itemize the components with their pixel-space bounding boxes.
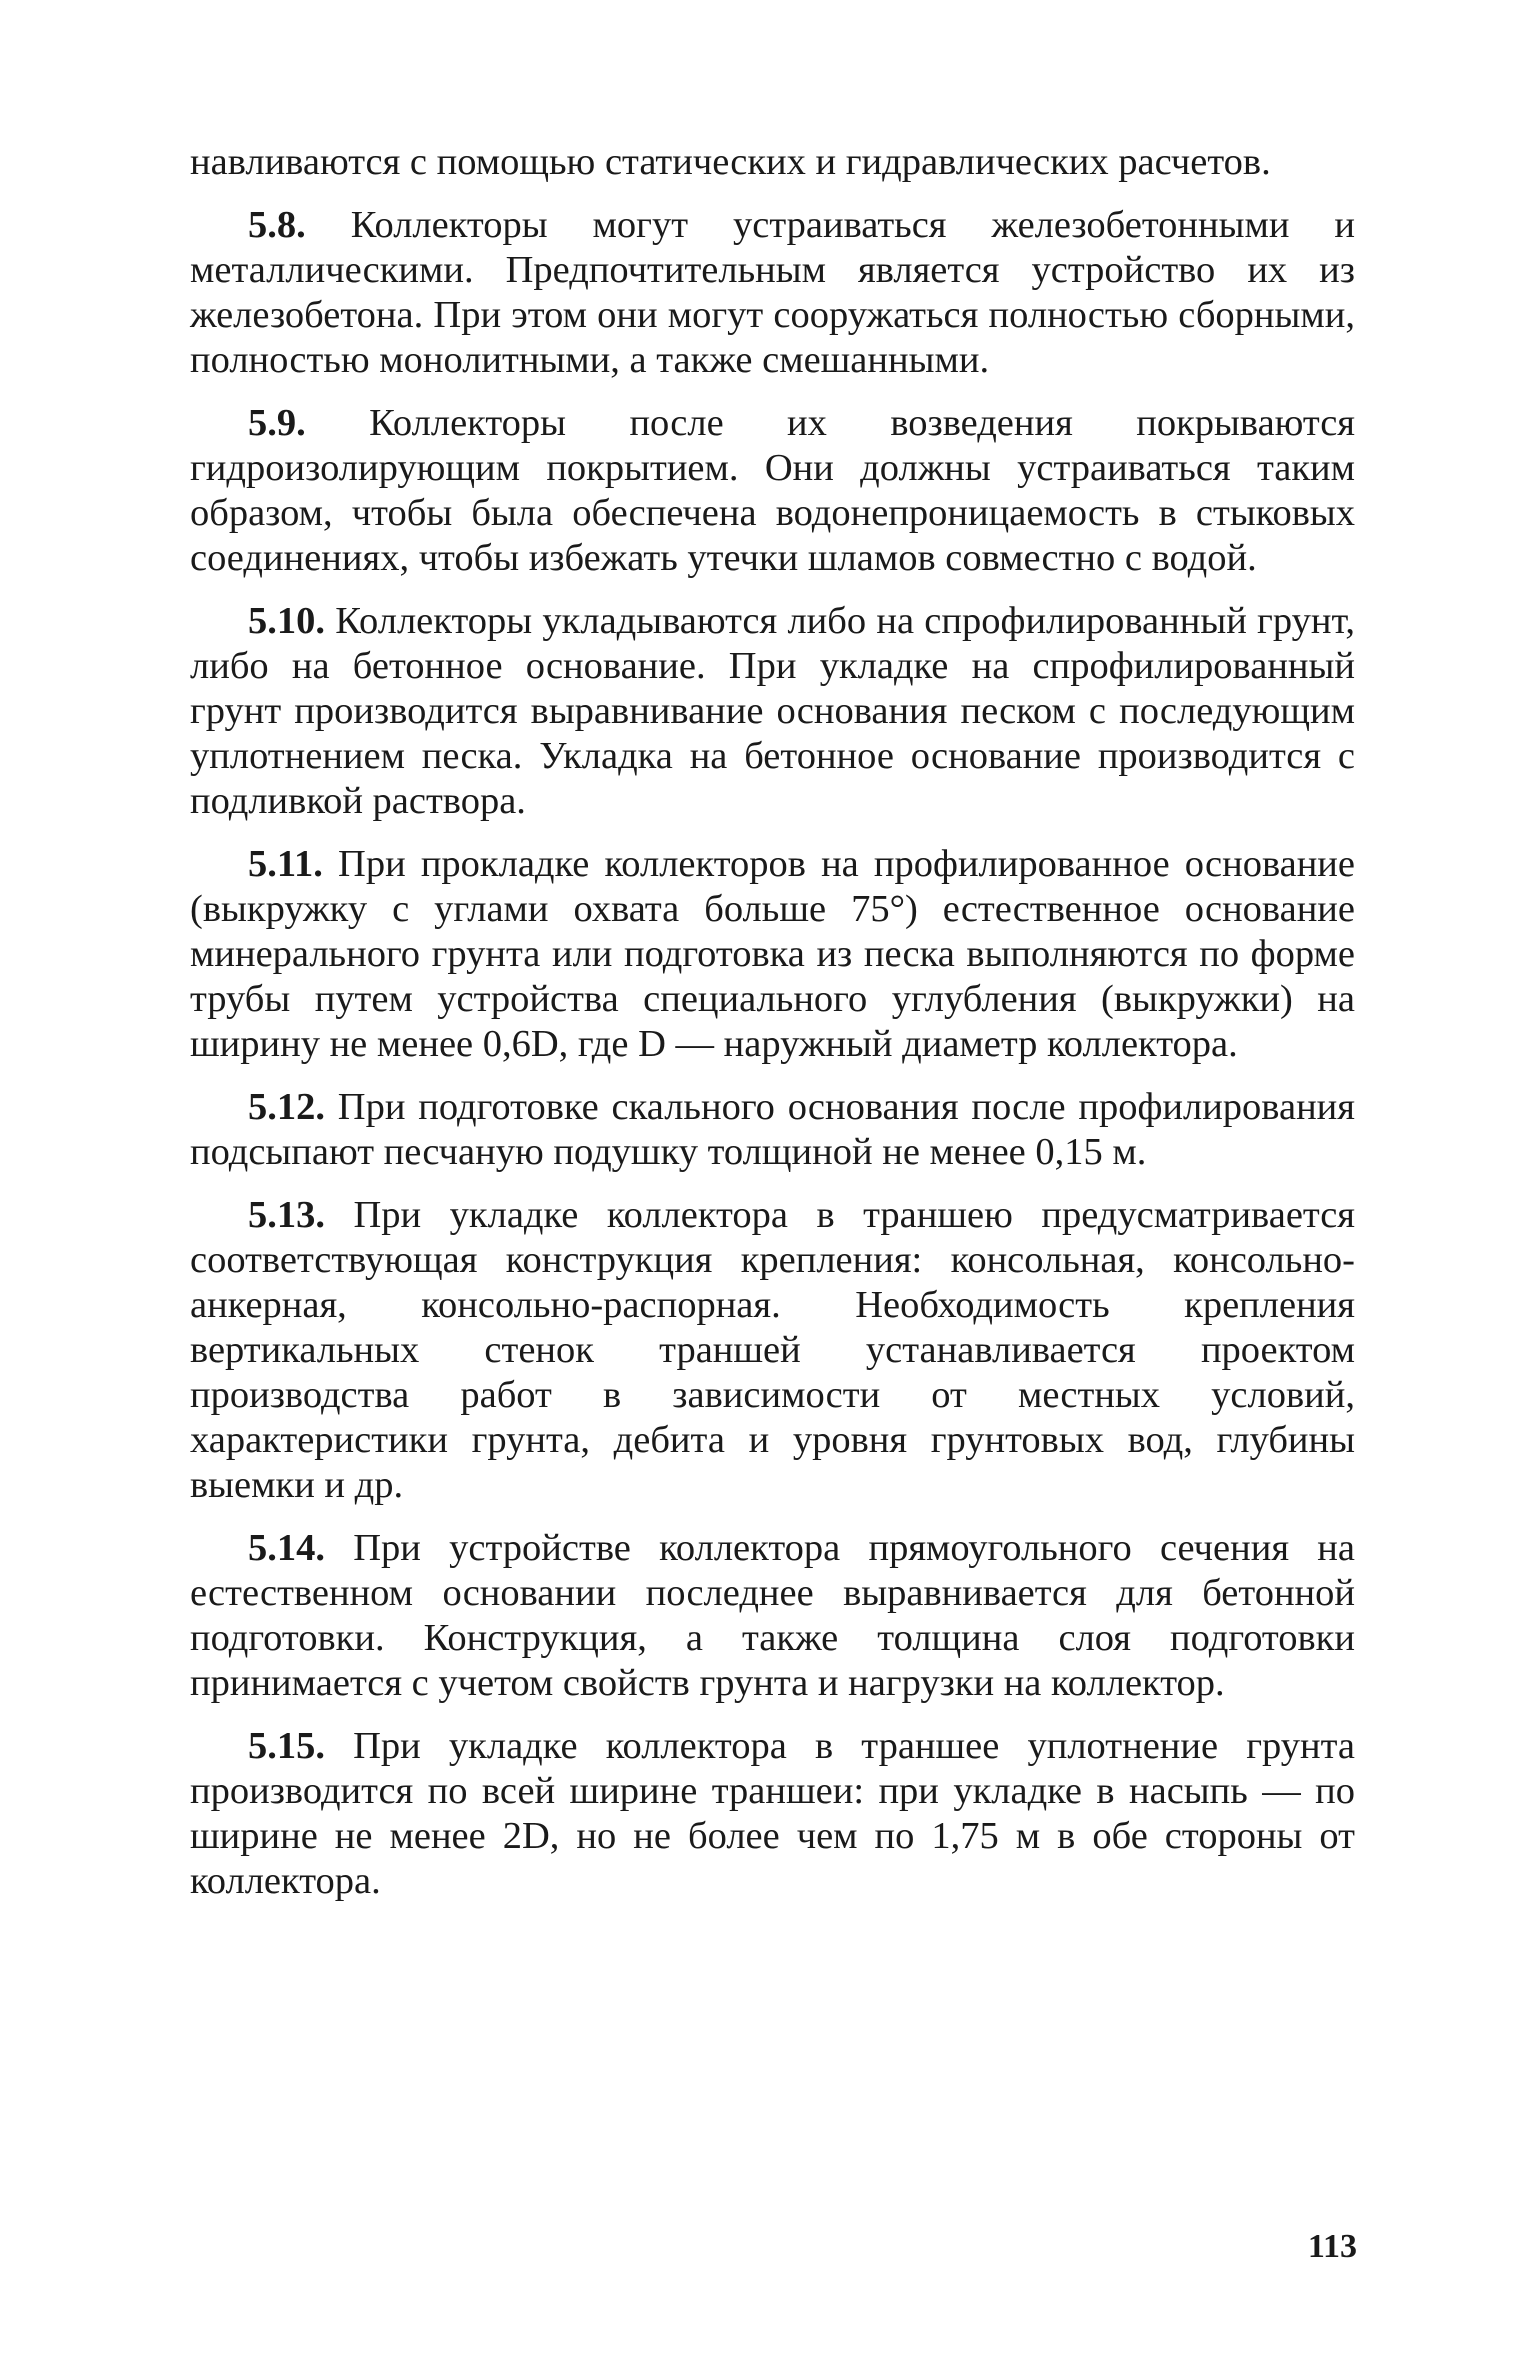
- paragraph-continuation: [190, 140, 1355, 185]
- paragraph-number: 5.14.: [248, 1527, 325, 1569]
- paragraph-5-12: [190, 1085, 1355, 1175]
- paragraph-text: При укладке коллектора в траншее уплотнение грунта производится по всей ширине траншеи: при укладке в насыпь — по ширине не менее 2D, но не более чем по 1,75 м в обе стороны от коллектора.: [190, 1725, 1355, 1902]
- paragraph-text: Коллекторы после их возведения покрываются гидроизолирующим покрытием. Они должны устраиваться таким образом, чтобы была обеспечена водонепроницаемость в стыковых соединениях, чтобы избежать утечки шламов совместно с водой.: [190, 402, 1355, 579]
- paragraph-5-8: [190, 203, 1355, 383]
- paragraph-text: При укладке коллектора в траншею предусматривается соответствующая конструкция крепления: консольная, консольно-анкерная, консольно-распорная. Необходимость крепления вертикальных стенок траншей устанавливается проектом производства работ в зависимости от местных условий, характеристики грунта, дебита и уровня грунтовых вод, глубины выемки и др.: [190, 1194, 1355, 1506]
- paragraph-5-15: [190, 1724, 1355, 1904]
- paragraph-number: 5.13.: [248, 1194, 325, 1236]
- paragraph-number: 5.10.: [248, 600, 325, 642]
- paragraph-number: 5.9.: [248, 402, 306, 444]
- paragraph-5-14: [190, 1526, 1355, 1706]
- page-number: 113: [1307, 2228, 1357, 2265]
- paragraph-text: навливаются с помощью статических и гидравлических расчетов.: [190, 141, 1271, 183]
- paragraph-5-13: [190, 1193, 1355, 1508]
- paragraph-text: При подготовке скального основания после профилирования подсыпают песчаную подушку толщиной не менее 0,15 м.: [190, 1086, 1355, 1173]
- paragraph-text: При устройстве коллектора прямоугольного сечения на естественном основании последнее выравнивается для бетонной подготовки. Конструкция, а также толщина слоя подготовки принимается с учетом свойств грунта и нагрузки на коллектор.: [190, 1527, 1355, 1704]
- paragraph-text: При прокладке коллекторов на профилированное основание (выкружку с углами охвата больше 75°) естественное основание минерального грунта или подготовка из песка выполняются по форме трубы путем устройства специального углубления (выкружки) на ширину не менее 0,6D, где D — наружный диаметр коллектора.: [190, 843, 1355, 1065]
- paragraph-5-9: [190, 401, 1355, 581]
- paragraph-text: Коллекторы укладываются либо на спрофилированный грунт, либо на бетонное основание. При укладке на спрофилированный грунт производится выравнивание основания песком с последующим уплотнением песка. Укладка на бетонное основание производится с подливкой раствора.: [190, 600, 1355, 822]
- paragraph-5-10: [190, 599, 1355, 824]
- paragraph-number: 5.11.: [248, 843, 323, 885]
- paragraph-number: 5.15.: [248, 1725, 325, 1767]
- paragraph-text: Коллекторы могут устраиваться железобетонными и металлическими. Предпочтительным является устройство их из железобетона. При этом они могут сооружаться полностью сборными, полностью монолитными, а также смешанными.: [190, 204, 1355, 381]
- paragraph-number: 5.8.: [248, 204, 306, 246]
- paragraph-5-11: [190, 842, 1355, 1067]
- paragraph-number: 5.12.: [248, 1086, 325, 1128]
